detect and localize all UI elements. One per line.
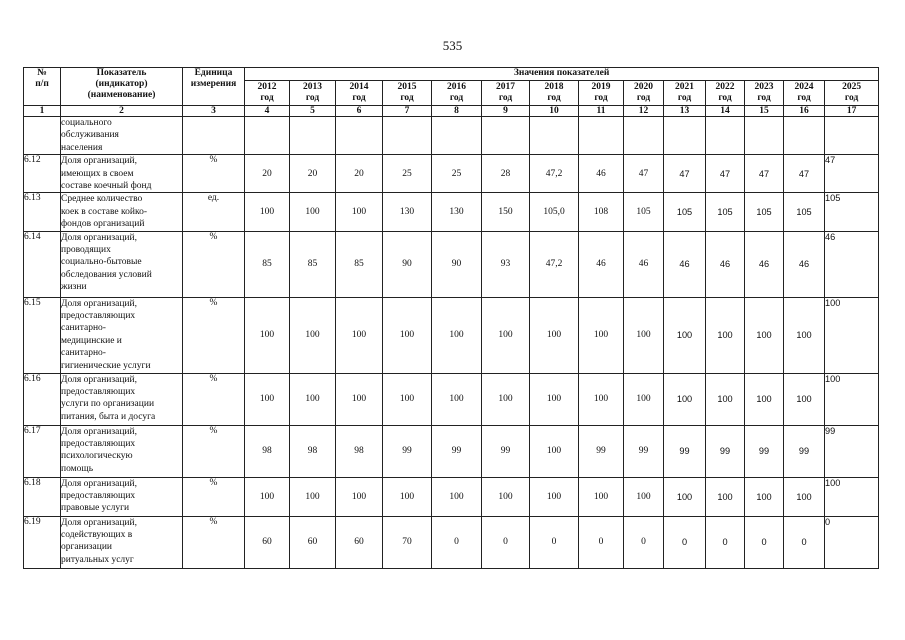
value-cell: 99 <box>664 425 706 477</box>
value-cell: 0 <box>706 516 745 568</box>
table-row <box>24 425 879 477</box>
column-number: 4 <box>245 106 290 117</box>
value-cell: 105 <box>706 193 745 231</box>
header-year: 2020 год <box>624 81 664 106</box>
page-number: 535 <box>442 38 463 53</box>
value-cell: 0 <box>482 516 530 568</box>
value-cell: 47 <box>825 155 879 193</box>
value-cell: 20 <box>245 155 290 193</box>
value-cell: 46 <box>784 231 825 297</box>
indicator-name: Доля организаций, проводящих социально-бытовые обследования условий жизни <box>61 231 183 297</box>
value-cell: 105 <box>664 193 706 231</box>
value-cell: 100 <box>432 477 482 516</box>
value-cell: 99 <box>706 425 745 477</box>
column-number: 6 <box>336 106 383 117</box>
value-cell: 60 <box>290 516 336 568</box>
value-cell: 100 <box>482 477 530 516</box>
header-year: 2019 год <box>579 81 624 106</box>
value-cell: 0 <box>579 516 624 568</box>
unit-cell: % <box>183 425 245 477</box>
column-number: 8 <box>432 106 482 117</box>
value-cell <box>482 117 530 155</box>
table-row <box>24 516 879 568</box>
header-year: 2024 год <box>784 81 825 106</box>
row-number: 6.14 <box>24 231 61 297</box>
header-values-group: Значения показателей <box>245 68 879 81</box>
column-number: 1 <box>24 106 61 117</box>
value-cell: 100 <box>482 373 530 425</box>
value-cell: 150 <box>482 193 530 231</box>
value-cell: 100 <box>336 193 383 231</box>
value-cell <box>336 117 383 155</box>
header-year: 2017 год <box>482 81 530 106</box>
unit-cell <box>183 117 245 155</box>
value-cell <box>383 117 432 155</box>
table-header <box>24 68 879 117</box>
value-cell: 100 <box>482 297 530 373</box>
value-cell: 85 <box>245 231 290 297</box>
value-cell: 99 <box>624 425 664 477</box>
value-cell: 99 <box>825 425 879 477</box>
column-numbers <box>24 106 879 117</box>
value-cell: 47 <box>624 155 664 193</box>
value-cell: 0 <box>624 516 664 568</box>
row-number: 6.18 <box>24 477 61 516</box>
value-cell: 90 <box>383 231 432 297</box>
value-cell <box>784 117 825 155</box>
table-row <box>24 231 879 297</box>
value-cell <box>745 117 784 155</box>
value-cell <box>245 117 290 155</box>
value-cell: 0 <box>784 516 825 568</box>
value-cell: 98 <box>290 425 336 477</box>
value-cell: 99 <box>784 425 825 477</box>
value-cell: 85 <box>290 231 336 297</box>
table-row <box>24 297 879 373</box>
value-cell: 47,2 <box>530 155 579 193</box>
column-number: 2 <box>61 106 183 117</box>
value-cell: 90 <box>432 231 482 297</box>
table-row <box>24 373 879 425</box>
column-number: 9 <box>482 106 530 117</box>
value-cell: 100 <box>579 297 624 373</box>
row-number: 6.13 <box>24 193 61 231</box>
value-cell: 100 <box>624 373 664 425</box>
table-row <box>24 477 879 516</box>
indicators-table <box>23 67 879 569</box>
indicator-name: Доля организаций, предоставляющих санитарно- медицинские и санитарно- гигиенические услуги <box>61 297 183 373</box>
value-cell: 100 <box>530 477 579 516</box>
value-cell: 93 <box>482 231 530 297</box>
value-cell: 100 <box>530 373 579 425</box>
value-cell: 100 <box>825 373 879 425</box>
value-cell <box>579 117 624 155</box>
value-cell: 20 <box>336 155 383 193</box>
value-cell: 105,0 <box>530 193 579 231</box>
value-cell: 100 <box>383 373 432 425</box>
value-cell: 105 <box>825 193 879 231</box>
value-cell: 46 <box>745 231 784 297</box>
header-year: 2018 год <box>530 81 579 106</box>
value-cell: 46 <box>664 231 706 297</box>
indicator-name: Доля организаций, предоставляющих правовые услуги <box>61 477 183 516</box>
header-year: 2025 год <box>825 81 879 106</box>
value-cell: 100 <box>383 477 432 516</box>
value-cell: 100 <box>432 373 482 425</box>
value-cell: 100 <box>784 477 825 516</box>
row-number: 6.12 <box>24 155 61 193</box>
value-cell: 100 <box>745 373 784 425</box>
value-cell: 100 <box>784 373 825 425</box>
unit-cell: % <box>183 516 245 568</box>
value-cell: 108 <box>579 193 624 231</box>
value-cell: 46 <box>825 231 879 297</box>
value-cell: 0 <box>432 516 482 568</box>
value-cell: 100 <box>745 477 784 516</box>
unit-cell: % <box>183 155 245 193</box>
header-year: 2022 год <box>706 81 745 106</box>
value-cell: 100 <box>432 297 482 373</box>
value-cell: 100 <box>624 297 664 373</box>
unit-cell: ед. <box>183 193 245 231</box>
unit-cell: % <box>183 373 245 425</box>
column-number: 14 <box>706 106 745 117</box>
unit-cell: % <box>183 477 245 516</box>
column-number: 12 <box>624 106 664 117</box>
value-cell: 100 <box>245 477 290 516</box>
value-cell: 99 <box>745 425 784 477</box>
value-cell: 100 <box>579 477 624 516</box>
row-number: 6.19 <box>24 516 61 568</box>
value-cell: 47 <box>706 155 745 193</box>
value-cell: 47 <box>784 155 825 193</box>
header-year: 2015 год <box>383 81 432 106</box>
indicator-name: Доля организаций, предоставляющих услуги по организации питания, быта и досуга <box>61 373 183 425</box>
row-number: 6.15 <box>24 297 61 373</box>
unit-cell: % <box>183 297 245 373</box>
row-number <box>24 117 61 155</box>
column-number: 7 <box>383 106 432 117</box>
column-number: 3 <box>183 106 245 117</box>
header-unit: Единица измерения <box>183 68 245 106</box>
value-cell: 100 <box>336 297 383 373</box>
header-year: 2012 год <box>245 81 290 106</box>
value-cell <box>530 117 579 155</box>
header-indicator: Показатель (индикатор) (наименование) <box>61 68 183 106</box>
value-cell: 70 <box>383 516 432 568</box>
row-number: 6.17 <box>24 425 61 477</box>
value-cell: 0 <box>530 516 579 568</box>
value-cell: 130 <box>383 193 432 231</box>
value-cell: 100 <box>664 477 706 516</box>
value-cell: 0 <box>745 516 784 568</box>
value-cell: 100 <box>245 297 290 373</box>
value-cell: 100 <box>745 297 784 373</box>
value-cell: 130 <box>432 193 482 231</box>
value-cell: 46 <box>579 155 624 193</box>
value-cell: 100 <box>624 477 664 516</box>
value-cell: 100 <box>290 193 336 231</box>
value-cell: 47 <box>664 155 706 193</box>
indicator-name: социального обслуживания населения <box>61 117 183 155</box>
value-cell <box>664 117 706 155</box>
value-cell: 100 <box>706 297 745 373</box>
value-cell: 100 <box>336 373 383 425</box>
value-cell: 0 <box>825 516 879 568</box>
value-cell <box>432 117 482 155</box>
value-cell: 100 <box>530 425 579 477</box>
value-cell: 100 <box>664 297 706 373</box>
value-cell: 100 <box>290 297 336 373</box>
value-cell: 100 <box>664 373 706 425</box>
value-cell: 100 <box>336 477 383 516</box>
indicator-name: Доля организаций, содействующих в организации ритуальных услуг <box>61 516 183 568</box>
value-cell: 0 <box>664 516 706 568</box>
value-cell: 100 <box>290 373 336 425</box>
indicator-name: Среднее количество коек в составе койко- фондов организаций <box>61 193 183 231</box>
value-cell: 20 <box>290 155 336 193</box>
value-cell: 100 <box>245 373 290 425</box>
value-cell: 105 <box>745 193 784 231</box>
header-year: 2023 год <box>745 81 784 106</box>
value-cell: 100 <box>784 297 825 373</box>
column-number: 17 <box>825 106 879 117</box>
value-cell: 60 <box>245 516 290 568</box>
value-cell: 47,2 <box>530 231 579 297</box>
value-cell: 100 <box>383 297 432 373</box>
indicator-name: Доля организаций, имеющих в своем составе коечный фонд <box>61 155 183 193</box>
table-body <box>24 117 879 569</box>
value-cell: 99 <box>482 425 530 477</box>
value-cell <box>624 117 664 155</box>
header-year: 2014 год <box>336 81 383 106</box>
column-number: 13 <box>664 106 706 117</box>
column-number: 15 <box>745 106 784 117</box>
value-cell: 100 <box>579 373 624 425</box>
value-cell: 25 <box>383 155 432 193</box>
value-cell: 100 <box>825 477 879 516</box>
indicator-name: Доля организаций, предоставляющих психологическую помощь <box>61 425 183 477</box>
value-cell: 98 <box>336 425 383 477</box>
value-cell: 98 <box>245 425 290 477</box>
value-cell <box>825 117 879 155</box>
value-cell: 100 <box>825 297 879 373</box>
value-cell: 100 <box>706 477 745 516</box>
value-cell: 99 <box>432 425 482 477</box>
value-cell: 100 <box>290 477 336 516</box>
column-number: 5 <box>290 106 336 117</box>
value-cell: 105 <box>624 193 664 231</box>
value-cell: 99 <box>383 425 432 477</box>
value-cell: 47 <box>745 155 784 193</box>
value-cell: 46 <box>579 231 624 297</box>
header-year: 2016 год <box>432 81 482 106</box>
header-year: 2013 год <box>290 81 336 106</box>
value-cell: 25 <box>432 155 482 193</box>
table-row <box>24 155 879 193</box>
table-row <box>24 117 879 155</box>
table-row <box>24 193 879 231</box>
value-cell: 46 <box>706 231 745 297</box>
header-number: № п/п <box>24 68 61 106</box>
column-number: 16 <box>784 106 825 117</box>
value-cell: 28 <box>482 155 530 193</box>
value-cell: 85 <box>336 231 383 297</box>
value-cell: 105 <box>784 193 825 231</box>
value-cell: 99 <box>579 425 624 477</box>
value-cell: 100 <box>245 193 290 231</box>
value-cell: 100 <box>530 297 579 373</box>
value-cell: 46 <box>624 231 664 297</box>
value-cell: 100 <box>706 373 745 425</box>
row-number: 6.16 <box>24 373 61 425</box>
column-number: 10 <box>530 106 579 117</box>
value-cell <box>290 117 336 155</box>
value-cell <box>706 117 745 155</box>
unit-cell: % <box>183 231 245 297</box>
header-year: 2021 год <box>664 81 706 106</box>
value-cell: 60 <box>336 516 383 568</box>
column-number: 11 <box>579 106 624 117</box>
